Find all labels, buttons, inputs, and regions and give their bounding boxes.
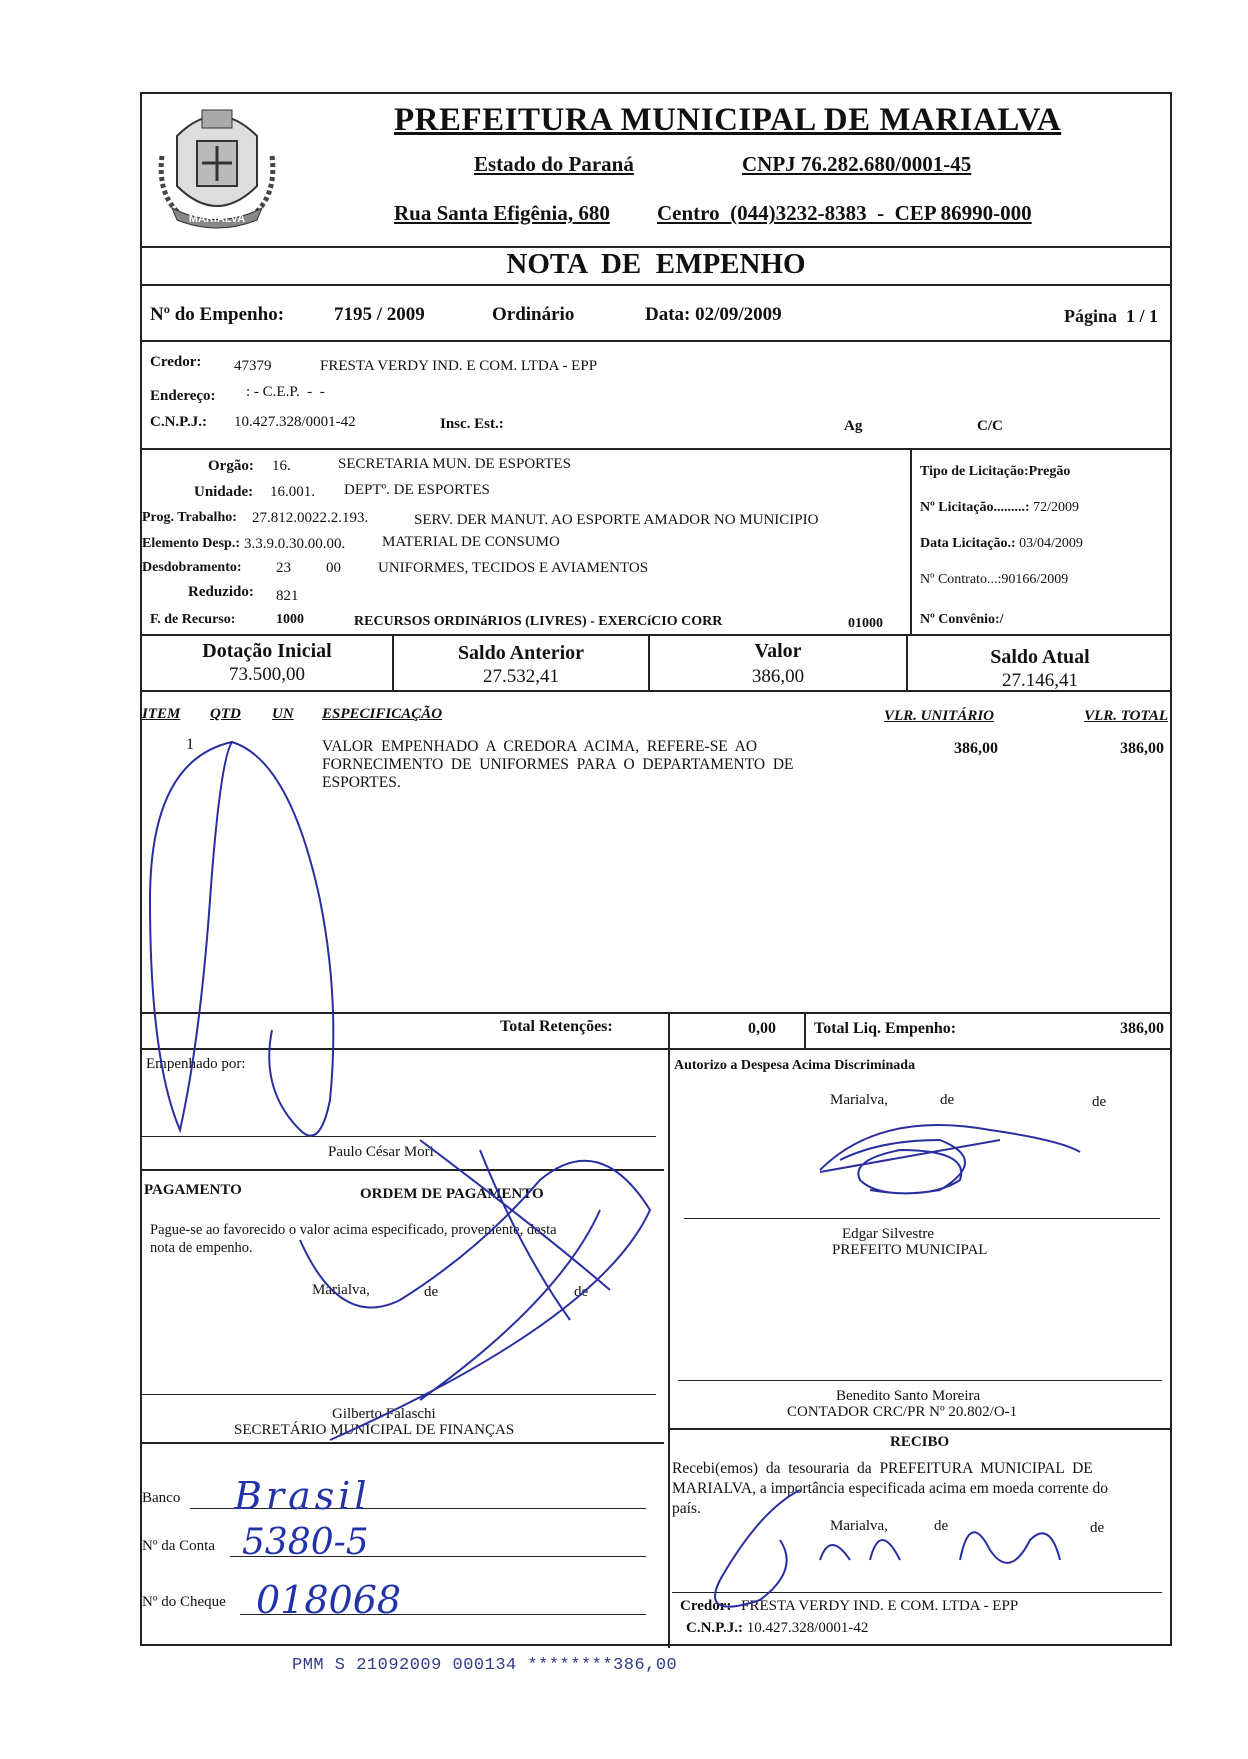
orgao-code: 16.: [272, 458, 291, 474]
dotacao-value: 73.500,00: [229, 664, 305, 685]
row-item-number: 1: [186, 736, 194, 753]
saldo-anterior-value: 27.532,41: [483, 666, 559, 687]
recibo-text-2: MARIALVA, a importância especificada acima em moeda corrente do: [672, 1480, 1108, 1497]
banco-value: Brasil: [234, 1474, 371, 1518]
col-especificacao: ESPECIFICAÇÃO: [322, 706, 443, 722]
saldo-anterior-label: Saldo Anterior: [457, 642, 585, 664]
licitacao-date: 03/04/2009: [1019, 536, 1083, 551]
insc-est-label: Insc. Est.:: [440, 416, 504, 432]
district-phone-cep: Centro (044)3232-8383 - CEP 86990-000: [657, 201, 1032, 225]
cheque-value: 018068: [256, 1578, 402, 1622]
recibo-cnpj-line: [686, 1620, 868, 1637]
contrato-number: Nº Contrato...:90166/2009: [920, 572, 1069, 587]
empenho-number-label: Nº do Empenho:: [150, 304, 285, 325]
cheque-label: Nº do Cheque: [142, 1594, 226, 1610]
row-description-line-3: ESPORTES.: [322, 774, 401, 791]
contador-name: Benedito Santo Moreira: [836, 1388, 981, 1404]
saldo-atual-value: 27.146,41: [1002, 670, 1078, 691]
recibo-place: Marialva,: [830, 1518, 888, 1534]
orgao-name: SECRETARIA MUN. DE ESPORTES: [338, 456, 571, 472]
empenho-number: 7195 / 2009: [334, 304, 425, 325]
credor-label: Credor:: [150, 354, 202, 370]
recibo-label: RECIBO: [890, 1434, 950, 1450]
page-number: Página 1 / 1: [1063, 306, 1158, 326]
recurso-name: RECURSOS ORDINáRIOS (LIVRES) - EXERCíCIO CORR: [354, 614, 723, 629]
unidade-name: DEPTº. DE ESPORTES: [344, 482, 490, 498]
recibo-cnpj-label: C.N.P.J.:: [686, 1620, 743, 1636]
elemento-label: Elemento Desp.:: [142, 536, 240, 551]
recibo-text-3: país.: [672, 1500, 701, 1517]
autorizo-label: Autorizo a Despesa Acima Discriminada: [674, 1058, 916, 1073]
col-qtd: QTD: [210, 706, 241, 722]
coat-of-arms-icon: [152, 96, 282, 236]
valor-label: Valor: [754, 640, 802, 662]
row-description-line-1: VALOR EMPENHADO A CREDORA ACIMA, REFERE-SE AO: [322, 738, 758, 755]
row-description-line-2: FORNECIMENTO DE UNIFORMES PARA O DEPARTAMENTO DE: [322, 756, 794, 773]
convenio-number: Nº Convênio:/: [920, 612, 1004, 627]
licitacao-number-line: [920, 500, 1079, 516]
unidade-label: Unidade:: [194, 484, 254, 500]
street-address: Rua Santa Efigênia, 680: [394, 201, 610, 225]
credor-cnpj: 10.427.328/0001-42: [234, 414, 356, 430]
cnpj-label: C.N.P.J.:: [150, 414, 207, 430]
recibo-de-2: de: [1090, 1520, 1105, 1536]
recibo-text-1: Recebi(emos) da tesouraria da PREFEITURA MUNICIPAL DE: [672, 1460, 1093, 1477]
secretario-name: Gilberto Falaschi: [332, 1406, 436, 1422]
page-title: PREFEITURA MUNICIPAL DE MARIALVA: [394, 102, 1062, 138]
licitacao-type: Tipo de Licitação:Pregão: [920, 464, 1071, 479]
unidade-code: 16.001.: [270, 484, 315, 500]
desdobramento-code: 23: [276, 560, 291, 576]
coat-of-arms-text: MARIALVA: [188, 213, 246, 225]
pagamento-label: PAGAMENTO: [144, 1182, 242, 1198]
desdobramento-label: Desdobramento:: [142, 560, 242, 575]
licitacao-date-line: [920, 536, 1083, 552]
cnpj-header: CNPJ 76.282.680/0001-45: [742, 152, 972, 176]
endereco-label: Endereço:: [150, 388, 216, 404]
contador-title: CONTADOR CRC/PR Nº 20.802/O-1: [787, 1404, 1018, 1420]
pagamento-text-2: nota de empenho.: [150, 1240, 253, 1256]
empenho-form: [140, 92, 1172, 1646]
recibo-credor-line: [680, 1598, 1018, 1615]
row-total-value: 386,00: [1120, 740, 1164, 757]
elemento-name: MATERIAL DE CONSUMO: [382, 534, 560, 550]
prog-code: 27.812.0022.2.193.: [252, 510, 369, 526]
saldo-atual-label: Saldo Atual: [990, 646, 1090, 668]
doc-title: NOTA DE EMPENHO: [506, 248, 806, 280]
orgao-label: Orgão:: [208, 458, 254, 474]
cc-label: C/C: [977, 418, 1003, 434]
recibo-credor-label: Credor:: [680, 1598, 732, 1614]
ag-label: Ag: [844, 418, 863, 434]
prefeito-title: PREFEITO MUNICIPAL: [832, 1242, 988, 1258]
licitacao-number: 72/2009: [1033, 500, 1079, 515]
licitacao-date-label: Data Licitação.:: [920, 536, 1020, 551]
reduzido-label: Reduzido:: [188, 584, 254, 600]
state-name: Estado do Paraná: [474, 152, 634, 176]
empenhado-label: Empenhado por:: [146, 1056, 246, 1072]
pagamento-text-1: Pague-se ao favorecido o valor acima especificado, proveniente, desta: [150, 1222, 557, 1238]
retencoes-label: Total Retenções:: [500, 1018, 613, 1035]
col-un: UN: [272, 706, 294, 722]
prefeito-name: Edgar Silvestre: [842, 1226, 935, 1242]
pagamento-de-1: de: [424, 1284, 439, 1300]
dotacao-label: Dotação Inicial: [202, 640, 332, 662]
payment-stamp: PMM S 21092009 000134 ********386,00: [292, 1656, 678, 1675]
recibo-de-1: de: [934, 1518, 949, 1534]
desdobramento-sub: 00: [326, 560, 341, 576]
valor-value: 386,00: [751, 666, 805, 687]
autorizo-place: Marialva,: [830, 1092, 888, 1108]
liquido-label: Total Liq. Empenho:: [814, 1020, 957, 1037]
empenho-date: Data: 02/09/2009: [645, 304, 782, 325]
row-unit-value: 386,00: [954, 740, 998, 757]
prog-name: SERV. DER MANUT. AO ESPORTE AMADOR NO MUNICIPIO: [414, 512, 819, 528]
credor-code: 47379: [234, 358, 272, 374]
conta-value: 5380-5: [242, 1522, 369, 1563]
recurso-number: 01000: [848, 616, 883, 631]
empenhado-name: Paulo César Mori: [328, 1144, 434, 1160]
col-vlr-unitario: VLR. UNITÁRIO: [884, 708, 995, 724]
empenho-type: Ordinário: [492, 304, 575, 325]
pagamento-de-2: de: [574, 1284, 589, 1300]
recibo-cnpj: 10.427.328/0001-42: [746, 1620, 869, 1636]
secretario-title: SECRETÁRIO MUNICIPAL DE FINANÇAS: [234, 1422, 515, 1438]
endereco-value: : - C.E.P. - -: [246, 384, 325, 400]
prog-label: Prog. Trabalho:: [142, 510, 237, 525]
banco-label: Banco: [142, 1490, 181, 1506]
reduzido-value: 821: [276, 588, 299, 604]
licitacao-number-label: Nº Licitação.........:: [920, 500, 1034, 515]
ordem-pagamento-label: ORDEM DE PAGAMENTO: [360, 1186, 544, 1202]
autorizo-de-1: de: [940, 1092, 955, 1108]
recurso-code: 1000: [276, 612, 304, 627]
credor-name: FRESTA VERDY IND. E COM. LTDA - EPP: [320, 358, 598, 374]
coat-of-arms: [152, 96, 282, 236]
conta-label: Nº da Conta: [142, 1538, 215, 1554]
retencoes-value: 0,00: [748, 1020, 776, 1037]
liquido-value: 386,00: [1120, 1020, 1164, 1037]
recibo-credor-name: FRESTA VERDY IND. E COM. LTDA - EPP: [741, 1598, 1019, 1614]
pagamento-place: Marialva,: [312, 1282, 370, 1298]
recurso-label: F. de Recurso:: [150, 612, 236, 627]
autorizo-de-2: de: [1092, 1094, 1107, 1110]
col-vlr-total: VLR. TOTAL: [1084, 708, 1168, 724]
desdobramento-name: UNIFORMES, TECIDOS E AVIAMENTOS: [378, 560, 649, 576]
elemento-code: 3.3.9.0.30.00.00.: [244, 536, 346, 552]
col-item: ITEM: [142, 706, 181, 722]
